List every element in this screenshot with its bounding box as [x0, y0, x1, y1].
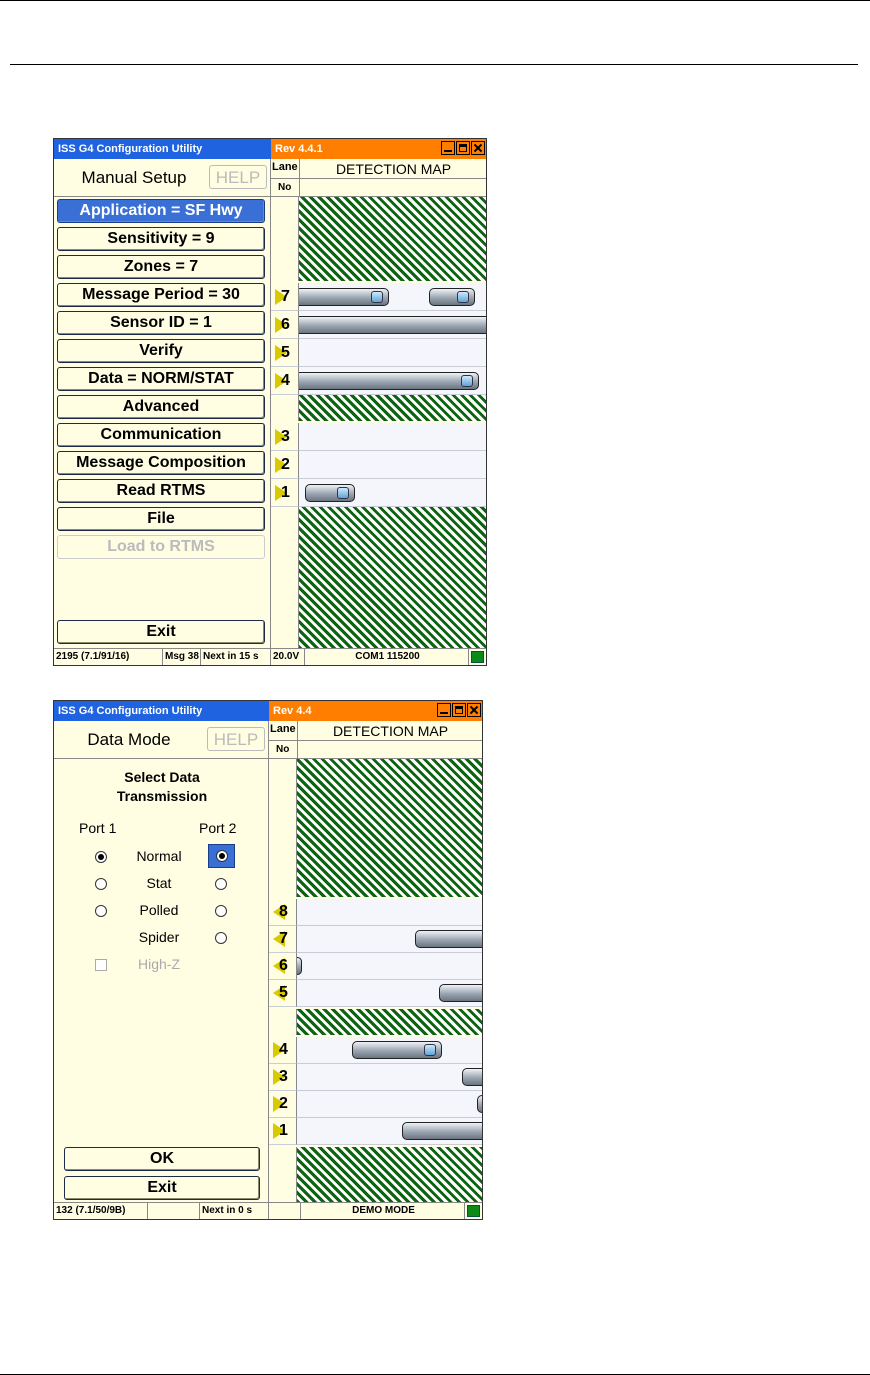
port2-polled-radio[interactable]: [215, 905, 227, 917]
vehicle: [415, 930, 482, 948]
status-empty: [148, 1203, 200, 1219]
application-button[interactable]: Application = SF Hwy: [57, 199, 265, 223]
connection-led-icon: [471, 651, 484, 663]
lane-row: [269, 926, 482, 953]
select-title-line1: Select Data: [124, 769, 200, 785]
lane-cell: [269, 1064, 297, 1091]
hatched-area: [297, 1009, 482, 1035]
status-next: Next in 15 s: [201, 649, 271, 665]
minimize-icon[interactable]: [441, 141, 455, 155]
lane-cell: [269, 759, 297, 897]
port2-normal-radio[interactable]: [216, 850, 228, 862]
port1-normal-radio[interactable]: [95, 851, 107, 863]
lane-row: [271, 283, 487, 311]
rev-title-bar[interactable]: [271, 139, 487, 159]
screen-header: [54, 721, 268, 759]
status-msg: Msg 38: [163, 649, 201, 665]
lane-cell: [269, 899, 297, 926]
sensitivity-button[interactable]: Sensitivity = 9: [57, 227, 265, 251]
status-bar: [54, 648, 486, 665]
lane-cell: [271, 311, 299, 339]
vehicle: [402, 1122, 482, 1140]
windshield: [424, 1044, 436, 1056]
message-composition-button[interactable]: Message Composition: [57, 451, 265, 475]
lane-number: 4: [281, 371, 290, 389]
header-rule: [10, 64, 858, 65]
lane-row: [269, 953, 482, 980]
lane-cell: [269, 1118, 297, 1145]
help-button[interactable]: HELP: [207, 727, 265, 751]
lane-road: [297, 980, 482, 1007]
connection-led-icon: [467, 1205, 480, 1217]
port1-stat-radio[interactable]: [95, 878, 107, 890]
lane-cell: [271, 197, 299, 281]
lane-cell: [271, 479, 299, 507]
lane-cell: [271, 451, 299, 479]
close-icon[interactable]: [471, 141, 485, 155]
close-icon[interactable]: [467, 703, 481, 717]
lane-road: [297, 953, 482, 980]
app-title-bar[interactable]: ISS G4 Configuration Utility: [54, 701, 269, 721]
no-detection-zone: [271, 395, 487, 421]
header-line: [271, 178, 487, 179]
lane-number: 8: [279, 903, 288, 920]
hatched-area: [299, 395, 487, 421]
lane-row: [271, 451, 487, 479]
hatched-area: [297, 759, 482, 897]
data-button[interactable]: Data = NORM/STAT: [57, 367, 265, 391]
vehicle: [352, 1041, 442, 1059]
windshield: [457, 291, 469, 303]
no-detection-zone: [269, 1147, 482, 1203]
lane-row: [269, 1064, 482, 1091]
status-empty: [269, 1203, 301, 1219]
maximize-icon[interactable]: [452, 703, 466, 717]
windshield: [371, 291, 383, 303]
lane-road: [297, 926, 482, 953]
lane-cell: [271, 395, 299, 421]
minimize-icon[interactable]: [437, 703, 451, 717]
detection-map-title: DETECTION MAP: [335, 161, 452, 177]
port2-stat-radio[interactable]: [215, 878, 227, 890]
option-normal-label: Normal: [136, 848, 182, 864]
ok-button[interactable]: OK: [64, 1147, 260, 1171]
windshield: [337, 487, 349, 499]
lane-road: [299, 451, 487, 479]
screen-title: Data Mode: [87, 730, 171, 749]
option-stat-label: Stat: [146, 875, 172, 891]
vehicle: [439, 984, 482, 1002]
vehicle: [299, 372, 479, 390]
hatched-area: [299, 197, 487, 281]
zones-button[interactable]: Zones = 7: [57, 255, 265, 279]
lane-cell: [271, 423, 299, 451]
lane-cell: [271, 339, 299, 367]
rev-label: Rev 4.4.1: [275, 143, 323, 155]
lane-cell: [269, 980, 297, 1007]
lane-cell: [269, 1009, 297, 1035]
port1-polled-radio[interactable]: [95, 905, 107, 917]
data-mode-window: [53, 700, 483, 1220]
vehicle: [429, 288, 475, 306]
port2-label: Port 2: [199, 820, 237, 836]
screen-header: [54, 159, 270, 197]
lane-number: 5: [279, 984, 288, 1001]
highz-checkbox[interactable]: [95, 959, 107, 971]
lane-number: 6: [279, 957, 288, 974]
status-mode: DEMO MODE: [301, 1203, 465, 1219]
rev-title-bar[interactable]: [269, 701, 483, 721]
load-to-rtms-button[interactable]: Load to RTMS: [57, 535, 265, 559]
vehicle: [299, 316, 487, 334]
rev-label: Rev 4.4: [273, 705, 312, 717]
vehicle: [305, 484, 355, 502]
detection-map: [271, 197, 487, 649]
lane-row: [271, 367, 487, 395]
hatched-area: [299, 507, 487, 649]
vehicle: [299, 288, 389, 306]
lane-row: [269, 980, 482, 1007]
lane-number: 3: [281, 427, 290, 445]
lane-road: [299, 423, 487, 451]
lane-row: [271, 311, 487, 339]
lane-road: [299, 283, 487, 311]
sensor-id-button[interactable]: Sensor ID = 1: [57, 311, 265, 335]
hatched-area: [297, 1147, 482, 1203]
lane-row: [269, 1118, 482, 1145]
port2-normal-radio-selected[interactable]: [208, 844, 235, 868]
vehicle: [477, 1095, 482, 1113]
lane-number: 4: [279, 1041, 288, 1058]
detection-map-header: [271, 159, 487, 197]
lane-number: 6: [281, 315, 290, 333]
no-header: No: [276, 744, 290, 755]
lane-road: [299, 339, 487, 367]
file-button[interactable]: File: [57, 507, 265, 531]
status-serial: 2195 (7.1/91/16): [54, 649, 163, 665]
exit-button[interactable]: Exit: [64, 1176, 260, 1200]
lane-row: [271, 423, 487, 451]
lane-cell: [269, 1147, 297, 1203]
port1-label: Port 1: [79, 820, 117, 836]
window-controls: [437, 703, 481, 717]
lane-row: [271, 339, 487, 367]
verify-button[interactable]: Verify: [57, 339, 265, 363]
app-title-bar[interactable]: ISS G4 Configuration Utility: [54, 139, 271, 159]
lane-cell: [271, 507, 299, 649]
status-next: Next in 0 s: [200, 1203, 269, 1219]
lane-number: 1: [281, 483, 290, 501]
no-detection-zone: [271, 197, 487, 281]
maximize-icon[interactable]: [456, 141, 470, 155]
advanced-button[interactable]: Advanced: [57, 395, 265, 419]
lane-row: [269, 1037, 482, 1064]
lane-number: 2: [279, 1095, 288, 1112]
vehicle: [462, 1068, 482, 1086]
status-serial: 132 (7.1/50/9B): [54, 1203, 148, 1219]
lane-road: [299, 479, 487, 507]
vehicle: [297, 957, 302, 975]
lane-road: [297, 1091, 482, 1118]
lane-number: 5: [281, 343, 290, 361]
lane-road: [299, 311, 487, 339]
no-detection-zone: [269, 1009, 482, 1035]
read-rtms-button[interactable]: Read RTMS: [57, 479, 265, 503]
exit-button[interactable]: Exit: [57, 620, 265, 644]
lane-road: [297, 899, 482, 926]
lane-cell: [269, 1037, 297, 1064]
lane-number: 3: [279, 1068, 288, 1085]
select-title-line2: Transmission: [116, 788, 208, 804]
detection-map-title: DETECTION MAP: [332, 723, 449, 739]
lane-road: [297, 1037, 482, 1064]
detection-map-header: [269, 721, 483, 759]
lane-road: [299, 367, 487, 395]
option-polled-label: Polled: [139, 902, 179, 918]
window-controls: [441, 141, 485, 155]
status-port: COM1 115200: [305, 649, 469, 665]
lane-cell: [269, 926, 297, 953]
lane-road: [297, 1064, 482, 1091]
option-spider-label: Spider: [138, 929, 180, 945]
port2-spider-radio[interactable]: [215, 932, 227, 944]
message-period-button[interactable]: Message Period = 30: [57, 283, 265, 307]
header-line: [269, 740, 483, 741]
lane-row: [269, 1091, 482, 1118]
lane-cell: [271, 283, 299, 311]
screen-title: Manual Setup: [81, 168, 187, 187]
lane-number: 2: [281, 455, 290, 473]
help-button[interactable]: HELP: [209, 165, 267, 189]
detection-map: [269, 759, 482, 1203]
lane-number: 1: [279, 1122, 288, 1139]
lane-row: [269, 899, 482, 926]
top-rule: [0, 0, 870, 1]
lane-cell: [269, 953, 297, 980]
manual-setup-window: [53, 138, 487, 666]
windshield: [461, 375, 473, 387]
lane-number: 7: [281, 287, 290, 305]
lane-header: Lane: [270, 723, 296, 735]
highz-label: High-Z: [137, 956, 180, 972]
status-bar: [54, 1202, 482, 1219]
lane-row: [271, 479, 487, 507]
no-detection-zone: [269, 759, 482, 897]
lane-cell: [269, 1091, 297, 1118]
lane-road: [297, 1118, 482, 1145]
lane-cell: [271, 367, 299, 395]
no-header: No: [278, 182, 292, 193]
lane-number: 7: [279, 930, 288, 947]
no-detection-zone: [271, 507, 487, 649]
lane-header: Lane: [272, 161, 298, 173]
status-voltage: 20.0V: [271, 649, 305, 665]
communication-button[interactable]: Communication: [57, 423, 265, 447]
